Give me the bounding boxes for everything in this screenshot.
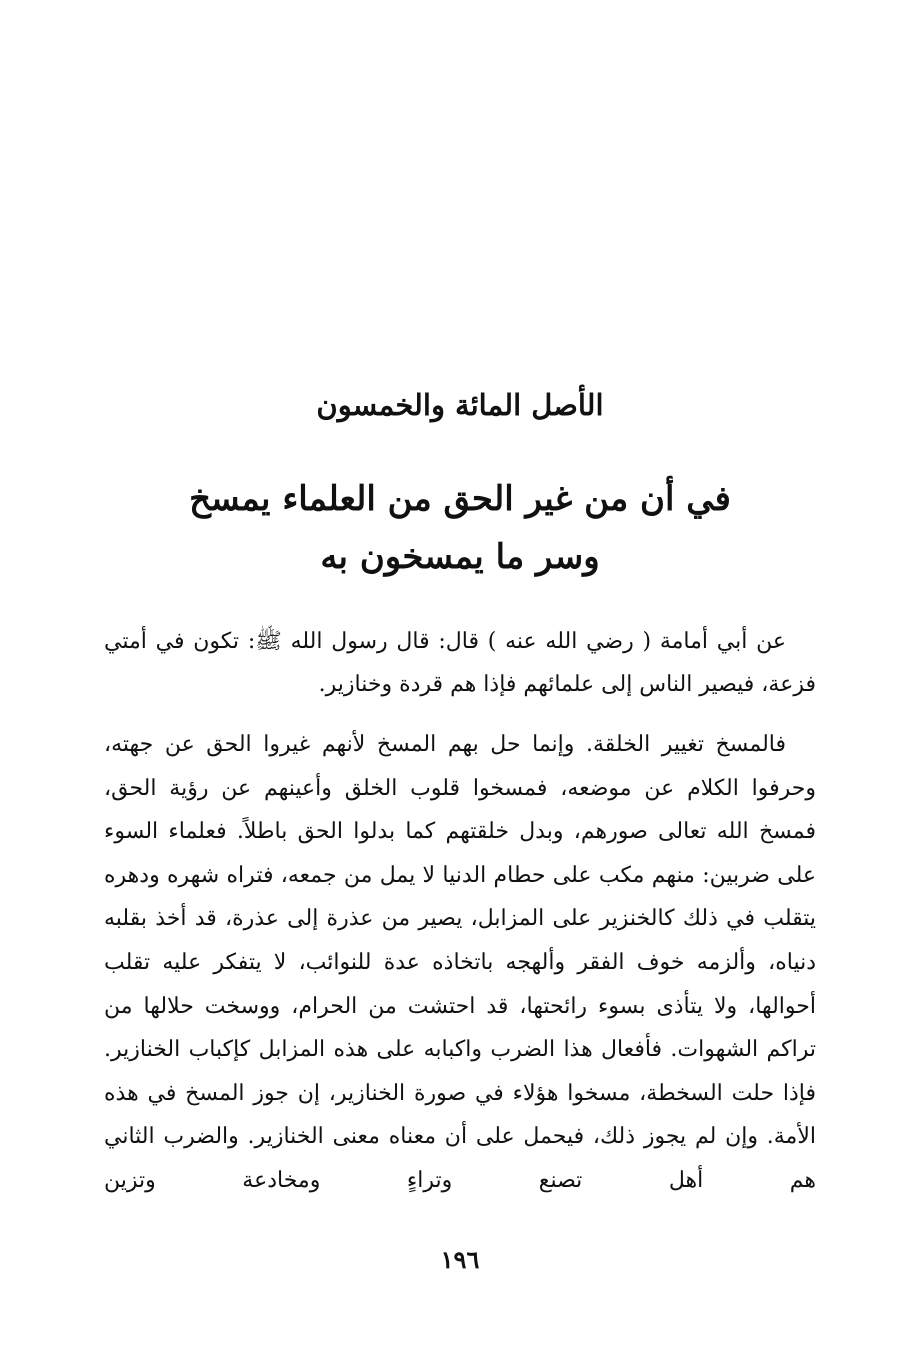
hadith-text: عن أبي أمامة ( رضي الله عنه ) قال: قال رسول الله ﷺ: تكون في أمتي فزعة، فيصير الناس إلى علمائهم فإذا هم قردة وخنازير. (104, 629, 816, 697)
chapter-title-line-1: في أن من غير الحق من العلماء يمسخ (189, 479, 731, 519)
body-paragraph (104, 723, 816, 1203)
body-text: فالمسخ تغيير الخلقة. وإنما حل بهم المسخ لأنهم غيروا الحق عن جهته، وحرفوا الكلام عن موضعه، فمسخوا قلوب الخلق وأعينهم عن رؤية الحق، فمسخ الله تعالى صورهم، وبدل خلقتهم كما بدلوا الحق باطلاً. فعلماء السوء على ضربين: منهم مكب على حطام الدنيا لا يمل من جمعه، فتراه شهره ودهره يتقلب في ذلك كالخنزير على المزابل، يصير من عذرة إلى عذرة، قد أخذ بقلبه دنياه، وألزمه خوف الفقر وألهجه باتخاذه عدة للنوائب، لا يتفكر عليه تقلب أحوالها، ولا يتأذى بسوء رائحتها، قد احتشت من الحرام، ووسخت حلالها من تراكم الشهوات. فأفعال هذا الضرب واكبابه على هذه المزابل كإكباب الخنازير. فإذا حلت السخطة، مسخوا هؤلاء في صورة الخنازير، إن جوز المسخ في هذه الأمة. وإن لم يجوز ذلك، فيحمل على أن معناه معنى الخنازير. والضرب الثاني هم أهل تصنع وتراءٍ ومخادعة وتزين (104, 732, 817, 1193)
hadith-paragraph (104, 620, 816, 706)
chapter-title (150, 470, 770, 586)
chapter-title-line-2: وسر ما يمسخون به (320, 537, 600, 577)
page-number: ١٩٦ (440, 1245, 480, 1274)
chapter-heading: الأصل المائة والخمسون (316, 388, 604, 422)
